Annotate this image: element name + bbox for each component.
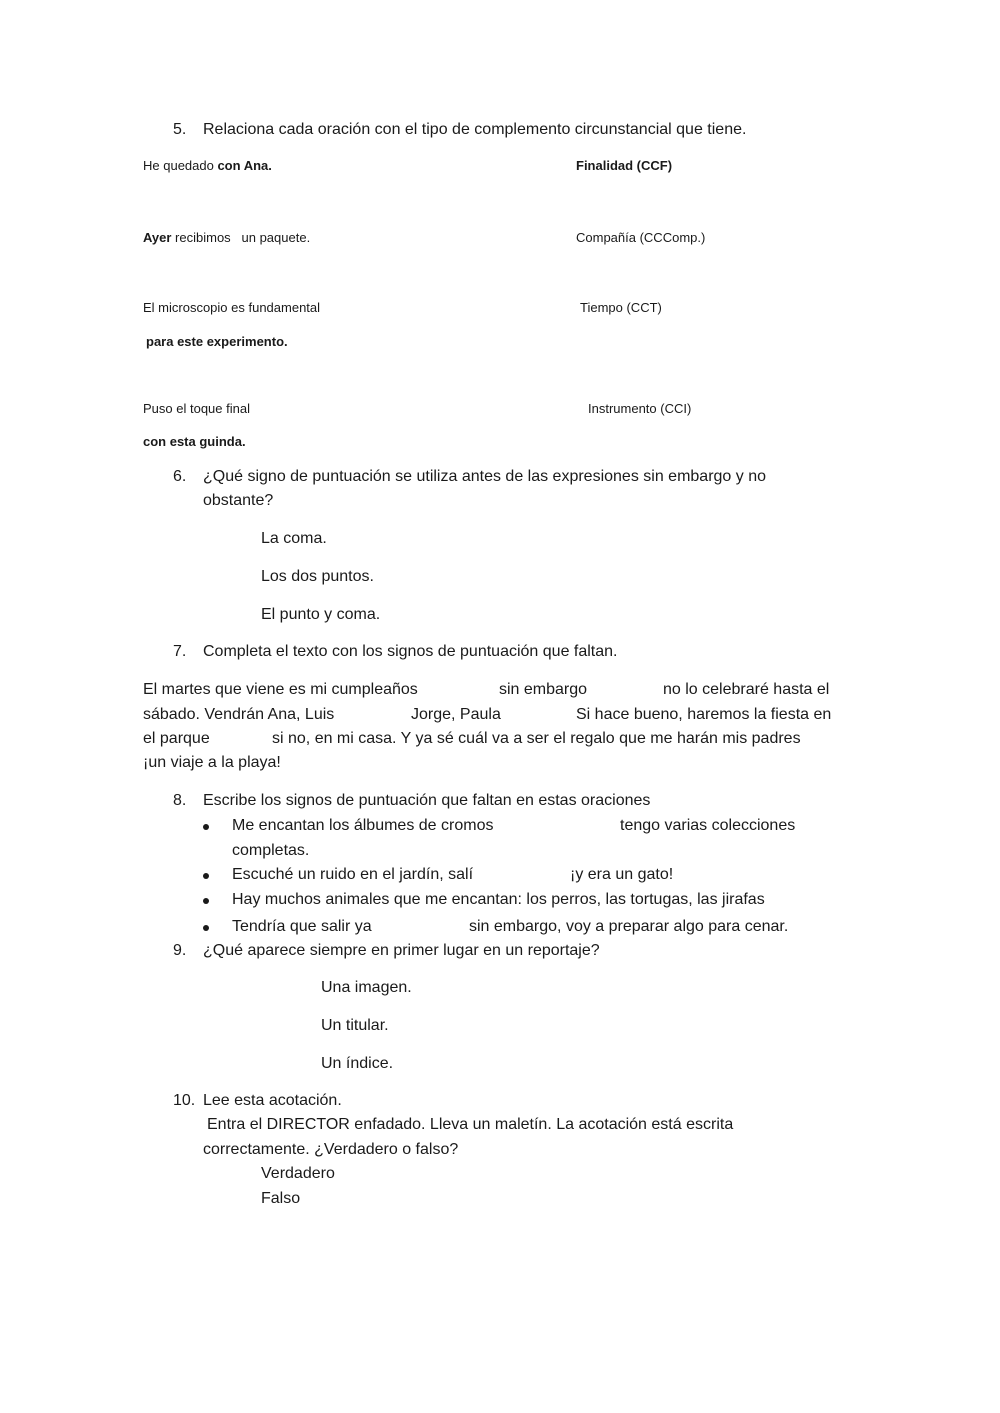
bullet-icon bbox=[203, 898, 209, 904]
q8-item-1: Me encantan los álbumes de cromos bbox=[232, 817, 494, 834]
q5-sentence-2[interactable] bbox=[143, 231, 310, 244]
q7-text-segment: sin embargo bbox=[499, 681, 588, 698]
q5-type-2[interactable]: Compañía (CCComp.) bbox=[576, 230, 706, 245]
bullet-icon bbox=[203, 873, 209, 879]
q10-option-true[interactable]: Verdadero bbox=[261, 1165, 335, 1182]
q5-sentence-4-bold: con esta guinda. bbox=[143, 434, 246, 449]
q10-prompt: Lee esta acotación. bbox=[203, 1092, 342, 1109]
q8-item-4-cont: sin embargo, voy a preparar algo para cenar. bbox=[469, 918, 789, 935]
q5-sentence-4[interactable]: Puso el toque final bbox=[143, 401, 250, 416]
q7-text-segment: sábado. Vendrán Ana, Luis bbox=[143, 706, 335, 723]
q7-number: 7. bbox=[173, 643, 187, 660]
bullet-icon bbox=[203, 824, 209, 830]
q5-prompt: Relaciona cada oración con el tipo de complemento circunstancial que tiene. bbox=[203, 121, 747, 138]
q7-text-segment: el parque bbox=[143, 730, 210, 747]
q5-sentence-3[interactable]: El microscopio es fundamental bbox=[143, 300, 321, 315]
q10-option-false[interactable]: Falso bbox=[261, 1190, 301, 1207]
q9-option-3[interactable]: Un índice. bbox=[321, 1055, 394, 1072]
q9-option-1[interactable]: Una imagen. bbox=[321, 979, 412, 996]
q7-text-segment: Jorge, Paula bbox=[411, 706, 501, 723]
q8-item-2: Escuché un ruido en el jardín, salí bbox=[232, 866, 474, 883]
bullet-icon bbox=[203, 925, 209, 931]
q5-sentence-3-bold: para este experimento. bbox=[146, 334, 288, 349]
q6-option-2[interactable]: Los dos puntos. bbox=[261, 568, 374, 585]
q5-type-1[interactable]: Finalidad (CCF) bbox=[576, 158, 673, 173]
q10-number: 10. bbox=[173, 1092, 196, 1109]
q5-type-3[interactable]: Tiempo (CCT) bbox=[580, 300, 662, 315]
q5-sentence-1-plain: He quedado bbox=[143, 158, 218, 173]
q8-item-1-wrap: completas. bbox=[232, 842, 310, 859]
q8-item-2-cont: ¡y era un gato! bbox=[570, 866, 674, 883]
q7-text-segment: no lo celebraré hasta el bbox=[663, 681, 830, 698]
q5-sentence-1-bold: con Ana. bbox=[217, 158, 272, 173]
q8-number: 8. bbox=[173, 792, 187, 809]
q6-prompt-line-1: ¿Qué signo de puntuación se utiliza antes de las expresiones sin embargo y no bbox=[203, 468, 767, 485]
q5-number: 5. bbox=[173, 121, 187, 138]
q8-prompt: Escribe los signos de puntuación que faltan en estas oraciones bbox=[203, 792, 651, 809]
q10-acotacion: Entra el DIRECTOR enfadado. Lleva un maletín. La acotación está escrita bbox=[207, 1116, 734, 1133]
q5-sentence-2-bold: Ayer bbox=[143, 230, 172, 245]
q5-sentence-2-plain: recibimos un paquete. bbox=[171, 230, 311, 245]
q7-text-segment: Si hace bueno, haremos la fiesta en bbox=[576, 706, 832, 723]
q7-text-segment: ¡un viaje a la playa! bbox=[143, 754, 281, 771]
q6-prompt-line-2: obstante? bbox=[203, 492, 274, 509]
q6-option-1[interactable]: La coma. bbox=[261, 530, 327, 547]
q7-text-segment: si no, en mi casa. Y ya sé cuál va a ser el regalo que me harán mis padres bbox=[272, 730, 801, 747]
q7-text-segment: El martes que viene es mi cumpleaños bbox=[143, 681, 418, 698]
q9-prompt: ¿Qué aparece siempre en primer lugar en un reportaje? bbox=[203, 942, 600, 959]
q9-option-2[interactable]: Un titular. bbox=[321, 1017, 389, 1034]
q6-number: 6. bbox=[173, 468, 187, 485]
q5-sentence-1[interactable] bbox=[143, 159, 272, 172]
q6-option-3[interactable]: El punto y coma. bbox=[261, 606, 381, 623]
q5-type-4[interactable]: Instrumento (CCI) bbox=[588, 401, 692, 416]
q8-item-4: Tendría que salir ya bbox=[232, 918, 372, 935]
q7-prompt: Completa el texto con los signos de puntuación que faltan. bbox=[203, 643, 618, 660]
q9-number: 9. bbox=[173, 942, 187, 959]
q10-question: correctamente. ¿Verdadero o falso? bbox=[203, 1141, 459, 1158]
q8-item-1-cont: tengo varias colecciones bbox=[620, 817, 796, 834]
q8-item-3: Hay muchos animales que me encantan: los perros, las tortugas, las jirafas bbox=[232, 891, 765, 908]
